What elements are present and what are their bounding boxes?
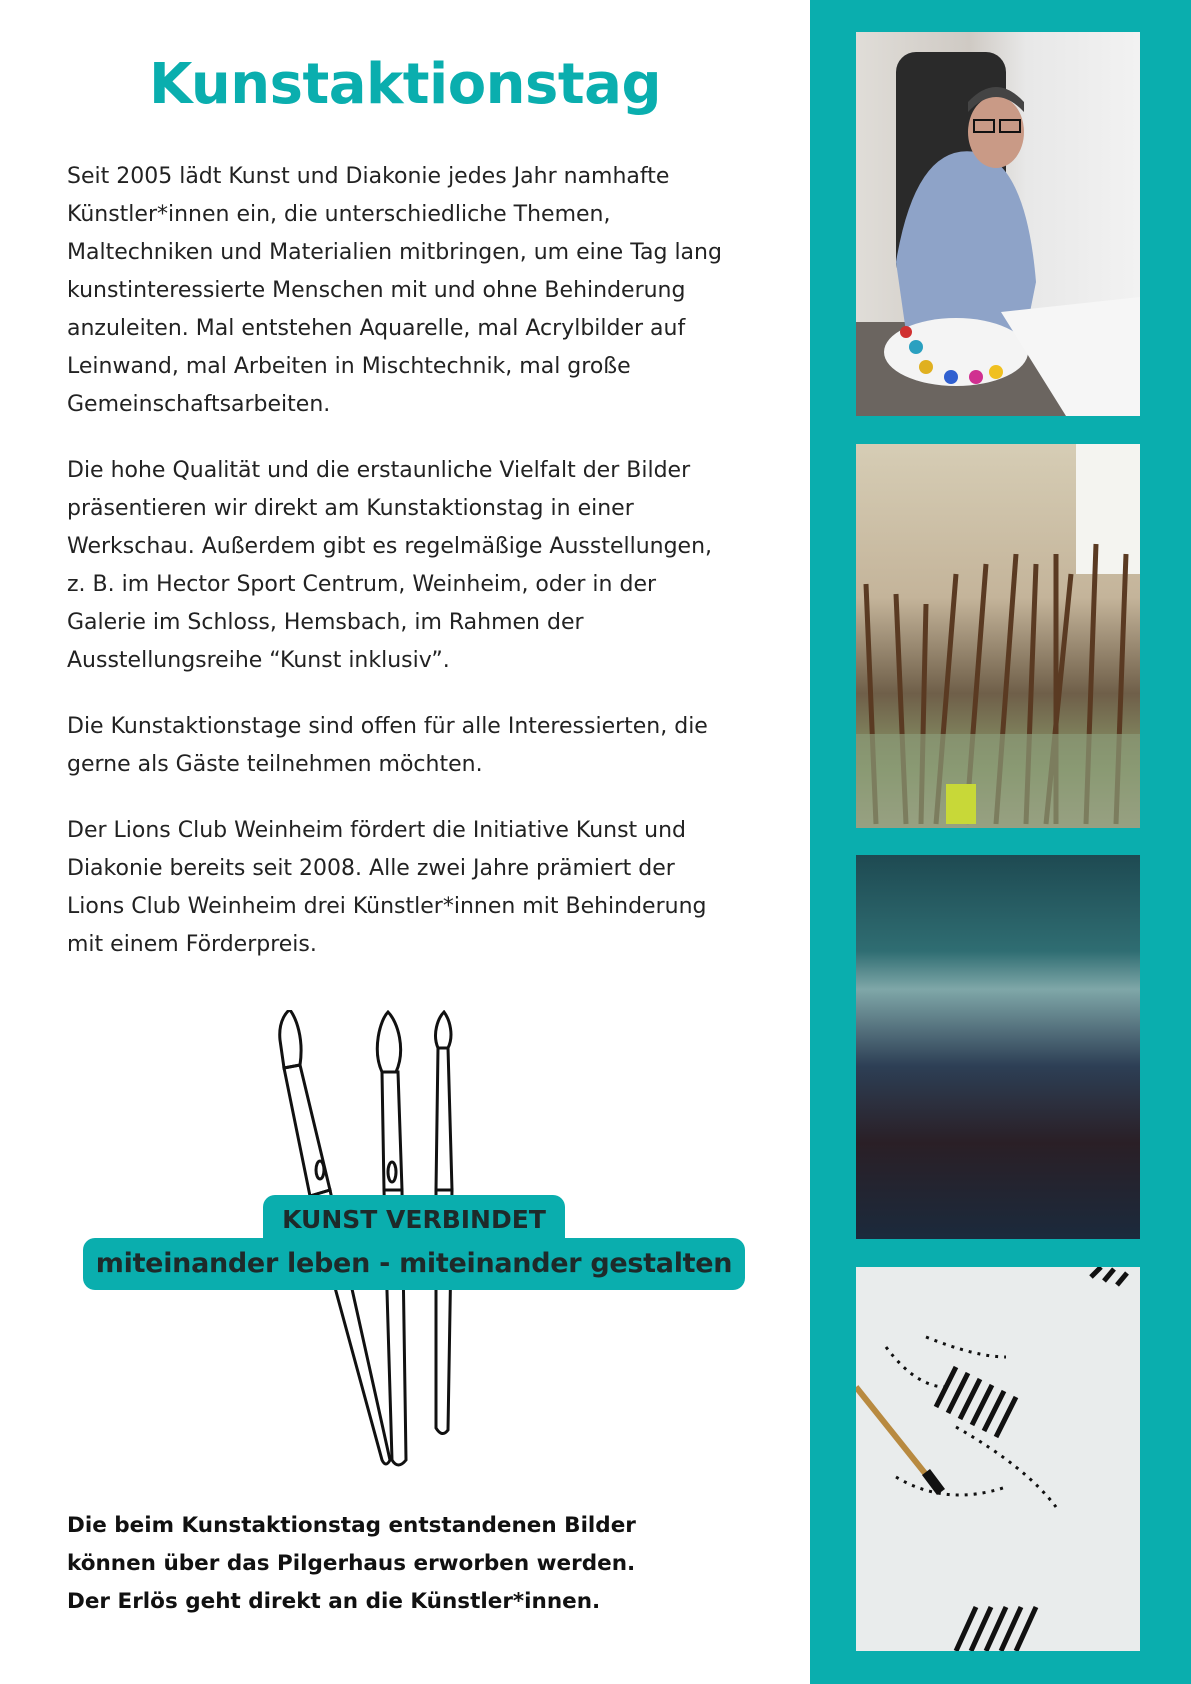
paragraph-3 (67, 708, 807, 784)
page-title: Kunstaktionstag (148, 52, 662, 117)
text-line: Seit 2005 lädt Kunst und Diakonie jedes Jahr namhafte (67, 164, 670, 189)
footer-note (67, 1507, 636, 1621)
text-line: kunstinteressierte Menschen mit und ohne Behinderung (67, 278, 686, 303)
text-line: Der Lions Club Weinheim fördert die Initiative Kunst und (67, 818, 687, 843)
paragraph-1 (67, 158, 807, 424)
text-line: präsentieren wir direkt am Kunstaktionstag in einer (67, 496, 634, 521)
text-line: Lions Club Weinheim drei Künstler*innen mit Behinderung (67, 894, 707, 919)
text-line: Werkschau. Außerdem gibt es regelmäßige Ausstellungen, (67, 534, 713, 559)
text-line: Galerie im Schloss, Hemsbach, im Rahmen der (67, 610, 584, 635)
text-line: Künstler*innen ein, die unterschiedliche Themen, (67, 202, 611, 227)
artist-photo-drawing (856, 32, 1140, 416)
text-line: Diakonie bereits seit 2008. Alle zwei Jahre prämiert der (67, 856, 675, 881)
ink-photo-drawing (856, 1267, 1140, 1651)
brushes-photo-drawing (856, 444, 1140, 828)
text-line: können über das Pilgerhaus erworben werden. (67, 1551, 636, 1576)
tagline-badge: miteinander leben - miteinander gestalten (83, 1238, 745, 1290)
text-line: Gemeinschaftsarbeiten. (67, 392, 331, 417)
text-line: Die beim Kunstaktionstag entstandenen Bilder (67, 1513, 636, 1538)
text-line: Maltechniken und Materialien mitbringen, um eine Tag lang (67, 240, 722, 265)
text-line: gerne als Gäste teilnehmen möchten. (67, 752, 483, 777)
paragraph-2 (67, 452, 807, 680)
text-line: Die hohe Qualität und die erstaunliche Vielfalt der Bilder (67, 458, 691, 483)
photo-abstract-painting (856, 855, 1140, 1239)
text-line: Ausstellungsreihe “Kunst inklusiv”. (67, 648, 450, 673)
body-text (67, 158, 807, 992)
text-line: mit einem Förderpreis. (67, 932, 317, 957)
text-line: z. B. im Hector Sport Centrum, Weinheim, oder in der (67, 572, 657, 597)
paragraph-4 (67, 812, 807, 964)
photo-ink-drawing (856, 1267, 1140, 1651)
text-line: Der Erlös geht direkt an die Künstler*innen. (67, 1589, 601, 1614)
text-line: Leinwand, mal Arbeiten in Mischtechnik, mal große (67, 354, 631, 379)
tagline-heading-badge: KUNST VERBINDET (263, 1195, 565, 1245)
photo-artist-with-palette (856, 32, 1140, 416)
text-line: Die Kunstaktionstage sind offen für alle Interessierten, die (67, 714, 708, 739)
photo-paintbrushes-in-jars (856, 444, 1140, 828)
text-line: anzuleiten. Mal entstehen Aquarelle, mal Acrylbilder auf (67, 316, 686, 341)
